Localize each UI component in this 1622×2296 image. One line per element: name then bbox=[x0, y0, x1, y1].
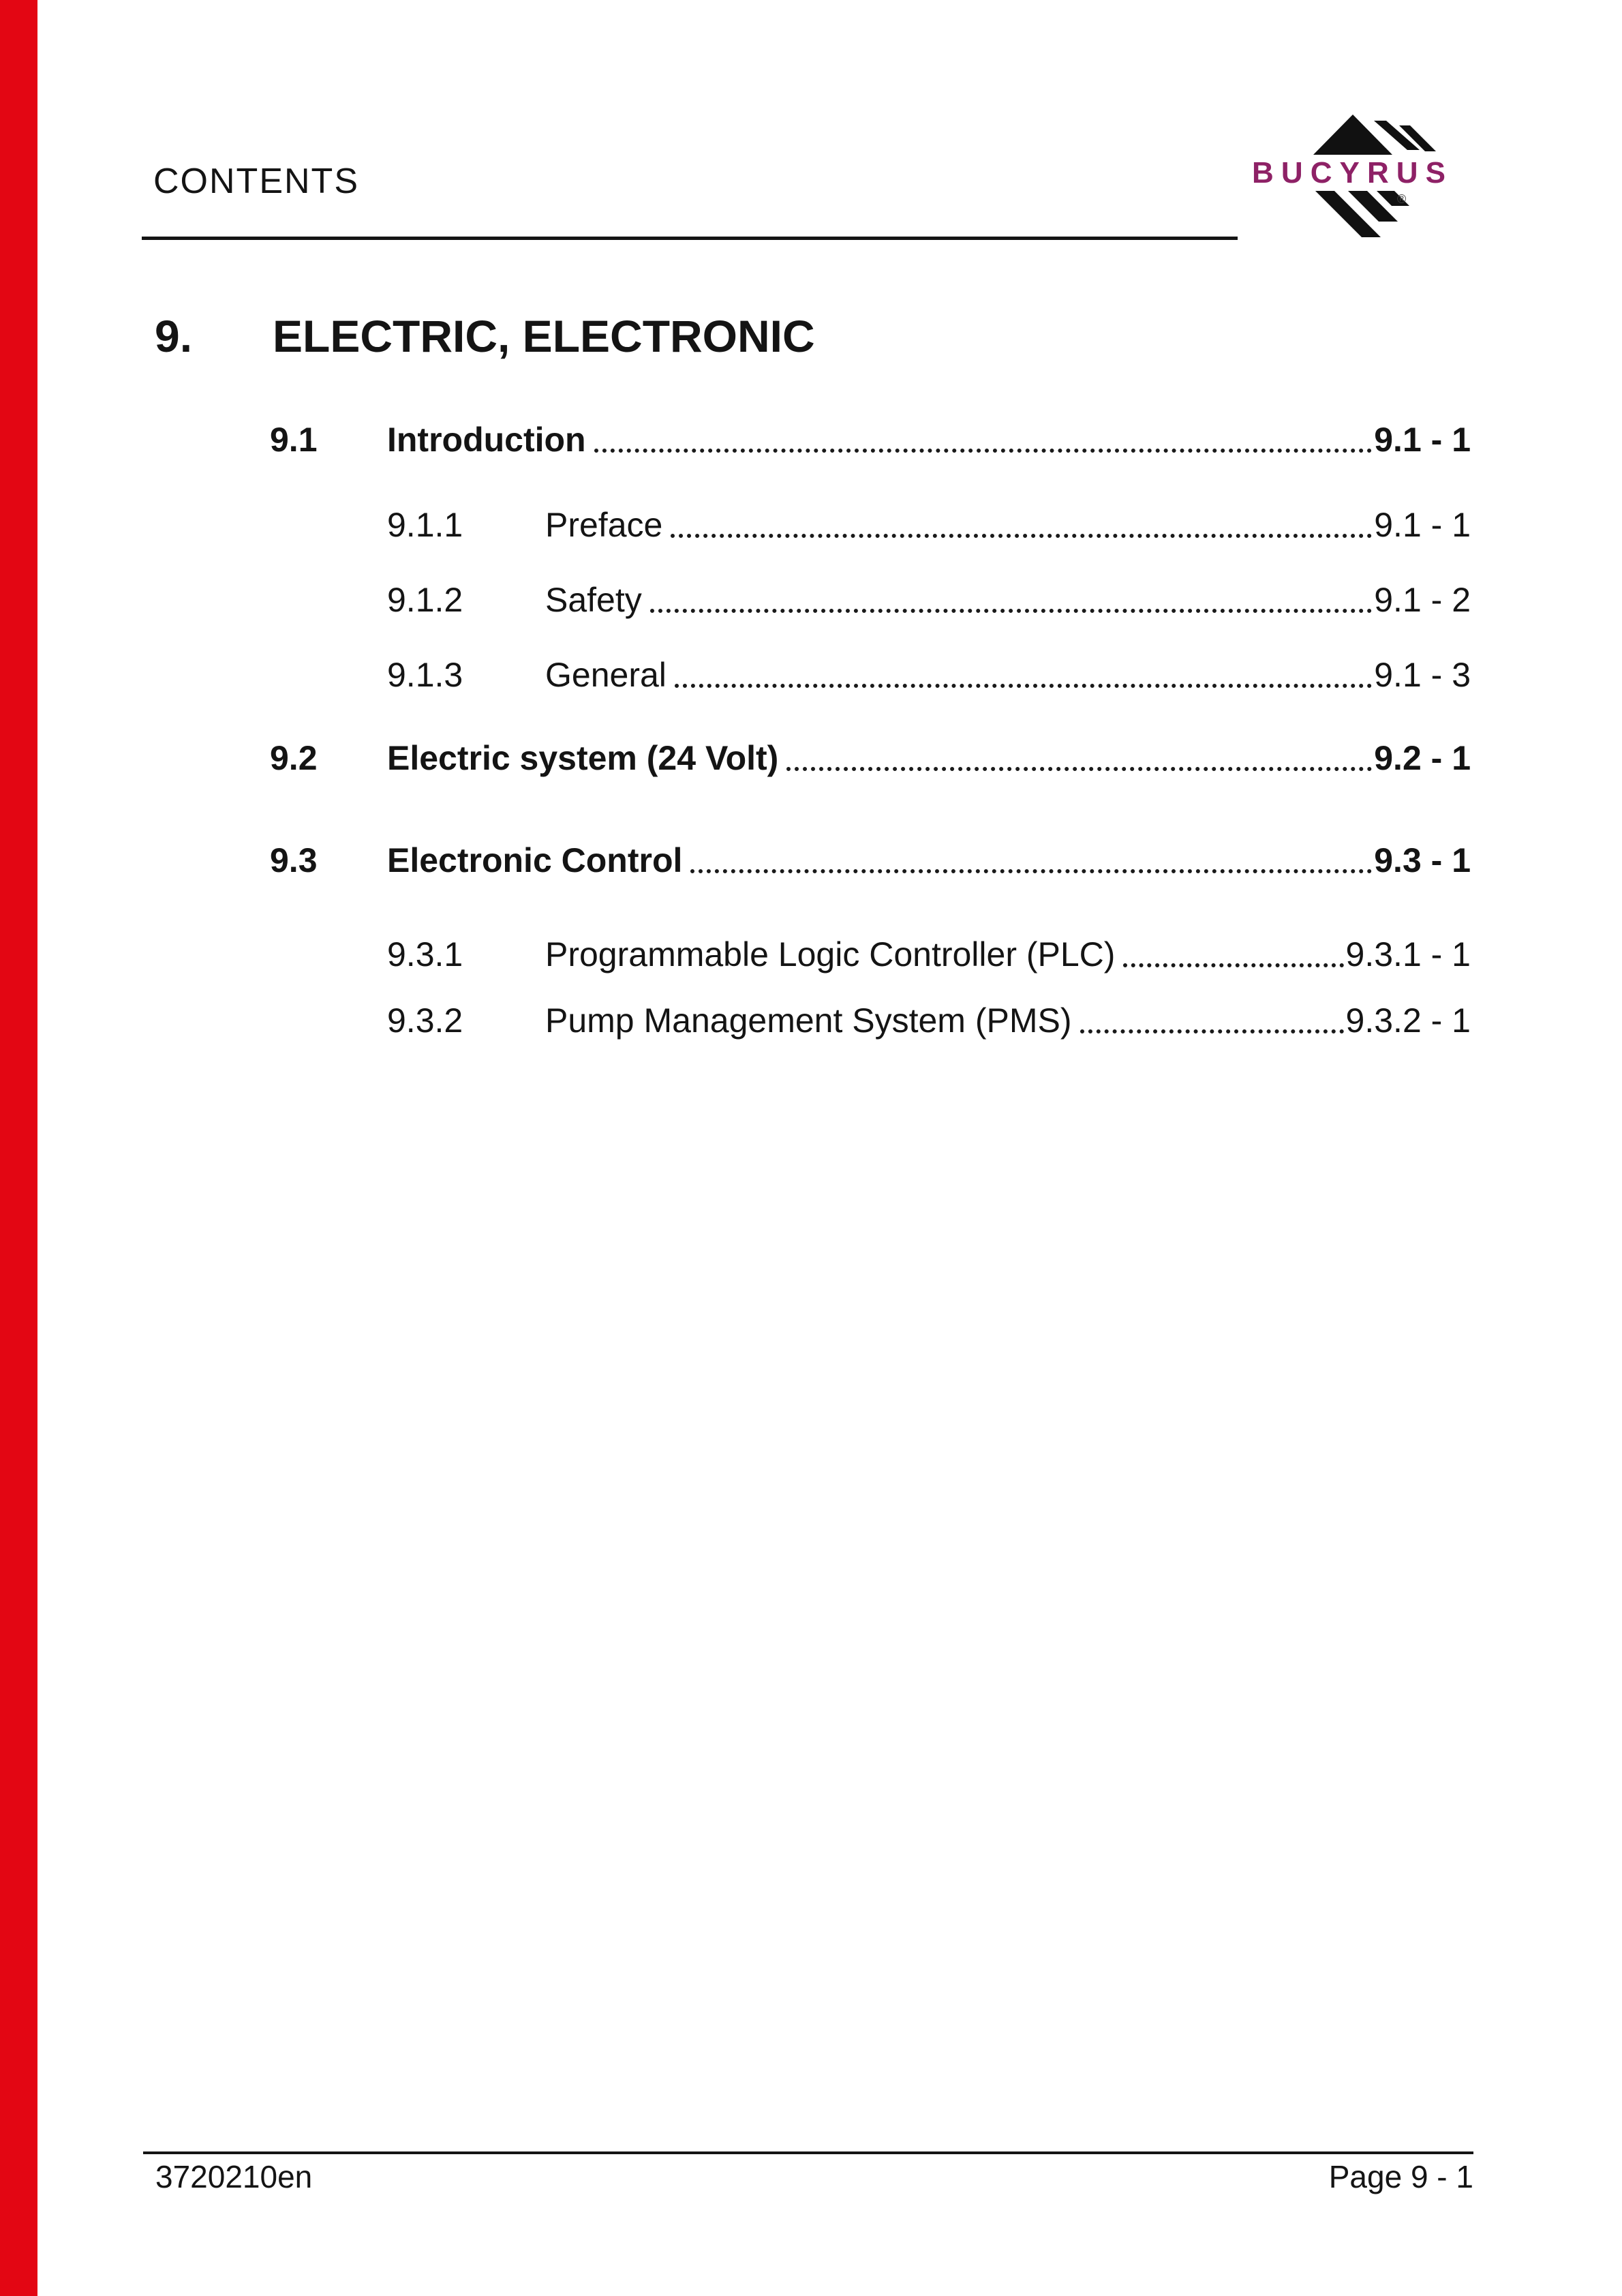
toc-row[interactable] bbox=[387, 997, 1471, 1044]
toc-entry-title: Pump Management System (PMS) bbox=[545, 1001, 1072, 1040]
page-edge-stripe bbox=[0, 0, 37, 2296]
toc-dot-leader bbox=[690, 836, 1372, 873]
toc-page-ref: 9.1 - 1 bbox=[1374, 421, 1471, 459]
toc-dot-leader bbox=[1080, 997, 1344, 1033]
toc-dot-leader bbox=[675, 651, 1372, 688]
section-title: ELECTRIC, ELECTRONIC bbox=[273, 311, 815, 361]
toc-entry-title: Electronic Control bbox=[387, 841, 683, 879]
toc-page-ref: 9.1 - 3 bbox=[1374, 656, 1471, 694]
footer-doc-number: 3720210en bbox=[155, 2159, 313, 2194]
logo-reflection-stripes-icon bbox=[1315, 191, 1409, 237]
toc-row[interactable] bbox=[387, 651, 1471, 699]
toc-row[interactable] bbox=[270, 836, 1471, 884]
toc-dot-leader bbox=[786, 734, 1372, 771]
toc-entry-number: 9.2 bbox=[270, 739, 318, 777]
section-heading bbox=[155, 310, 815, 362]
page-header-title: CONTENTS bbox=[153, 162, 359, 201]
bucyrus-logo-graphic bbox=[1234, 102, 1465, 252]
toc-page-ref: 9.1 - 1 bbox=[1374, 506, 1471, 544]
toc-dot-leader bbox=[650, 576, 1373, 613]
toc-entry-number: 9.1.3 bbox=[387, 656, 463, 694]
footer-rule bbox=[143, 2151, 1473, 2154]
toc-row[interactable] bbox=[270, 734, 1471, 782]
header-rule bbox=[142, 237, 1238, 240]
toc-entry-title: Electric system (24 Volt) bbox=[387, 739, 779, 777]
toc-entry-title: Preface bbox=[545, 506, 663, 544]
toc-dot-leader bbox=[1123, 931, 1343, 967]
toc-page-ref: 9.2 - 1 bbox=[1374, 739, 1471, 777]
toc-entry-title: General bbox=[545, 656, 667, 694]
toc-dot-leader bbox=[671, 501, 1372, 538]
toc-row[interactable] bbox=[387, 931, 1471, 978]
logo-registered-mark: ® bbox=[1397, 192, 1407, 206]
toc-entry-title: Safety bbox=[545, 581, 642, 619]
logo-wordmark: BUCYRUS bbox=[1252, 156, 1447, 190]
toc-entry-number: 9.1.2 bbox=[387, 581, 463, 619]
toc-entry-number: 9.3.2 bbox=[387, 1001, 463, 1040]
toc-entry-title: Programmable Logic Controller (PLC) bbox=[545, 935, 1116, 973]
toc-entry-title: Introduction bbox=[387, 421, 586, 459]
toc-dot-leader bbox=[594, 416, 1373, 453]
bucyrus-logo bbox=[1234, 102, 1465, 252]
toc-page-ref: 9.3 - 1 bbox=[1374, 841, 1471, 879]
section-number: 9. bbox=[155, 311, 193, 361]
toc-row[interactable] bbox=[270, 416, 1471, 464]
toc-entry-number: 9.1 bbox=[270, 421, 318, 459]
toc-row[interactable] bbox=[387, 576, 1471, 624]
toc-entry-number: 9.1.1 bbox=[387, 506, 463, 544]
toc-row[interactable] bbox=[387, 501, 1471, 549]
logo-mountain-icon bbox=[1313, 115, 1436, 155]
footer-page-label: Page 9 - 1 bbox=[1328, 2159, 1473, 2194]
toc-entry-number: 9.3.1 bbox=[387, 935, 463, 973]
toc-page-ref: 9.3.1 - 1 bbox=[1345, 935, 1471, 973]
toc-entry-number: 9.3 bbox=[270, 841, 318, 879]
toc-page-ref: 9.3.2 - 1 bbox=[1345, 1001, 1471, 1040]
toc-page-ref: 9.1 - 2 bbox=[1374, 581, 1471, 619]
